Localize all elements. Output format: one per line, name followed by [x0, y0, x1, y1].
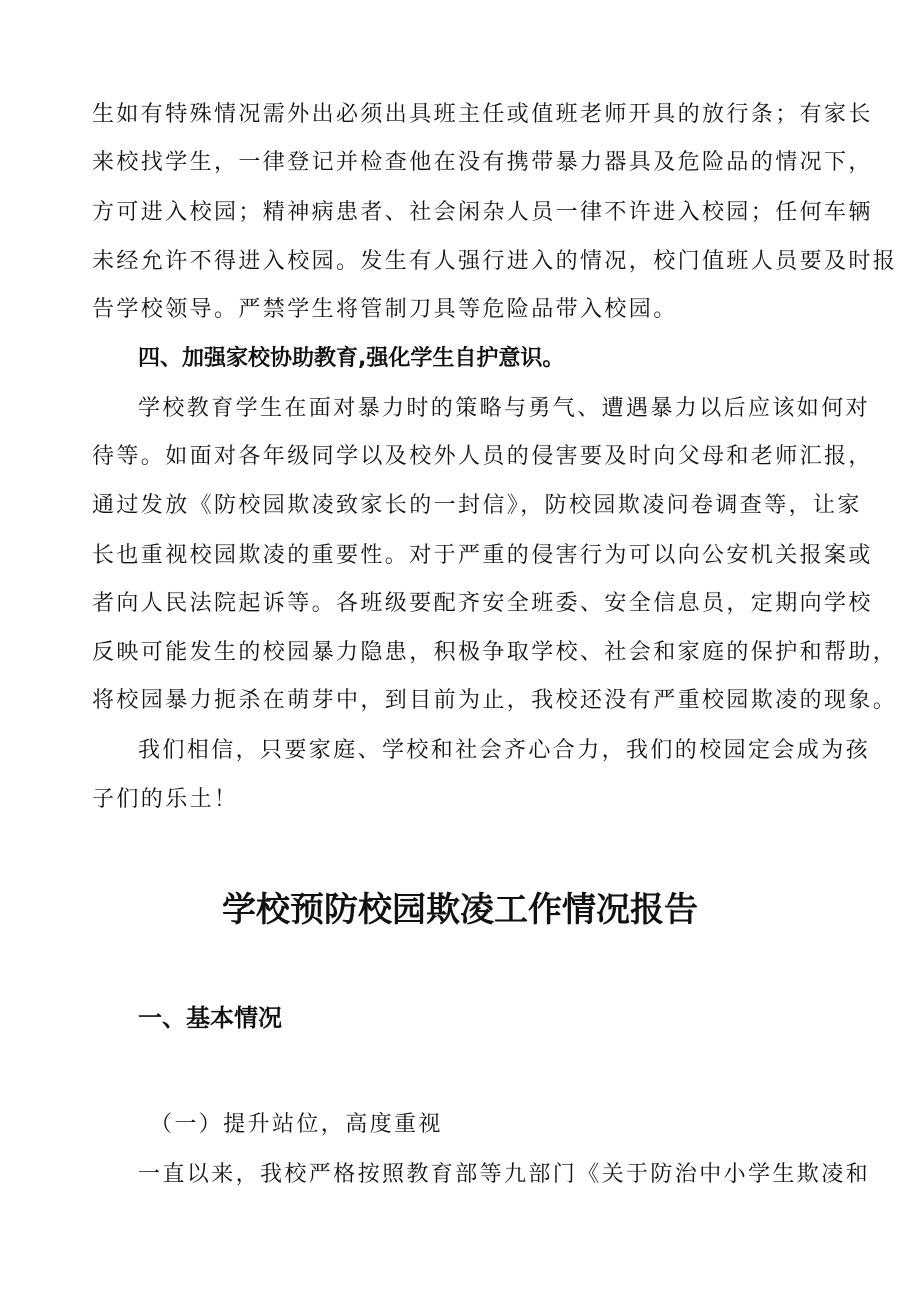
body-text-line: 学校教育学生在面对暴力时的策略与勇气、遭遇暴力以后应该如何对: [138, 396, 871, 421]
body-text-line: 将校园暴力扼杀在萌芽中，到目前为止，我校还没有严重校园欺凌的现象。: [92, 688, 898, 713]
body-text-line: 长也重视校园欺凌的重要性。对于严重的侵害行为可以向公安机关报案或: [92, 543, 873, 568]
body-text-line: 告学校领导。严禁学生将管制刀具等危险品带入校园。: [92, 297, 678, 322]
body-text-line: 者向人民法院起诉等。各班级要配齐安全班委、安全信息员，定期向学校: [92, 591, 873, 616]
body-text-line: 子们的乐土！: [92, 787, 239, 812]
section-heading-one: 一、基本情况: [138, 1004, 282, 1032]
body-text-line: 来校找学生，一律登记并检查他在没有携带暴力器具及危险品的情况下，: [92, 150, 873, 175]
body-text-line: 我们相信，只要家庭、学校和社会齐心合力，我们的校园定会成为孩: [138, 738, 871, 763]
subsection-heading: （一）提升站位，高度重视: [150, 1112, 443, 1137]
body-text-line: 未经允许不得进入校园。发生有人强行进入的情况，校门值班人员要及时报: [92, 249, 898, 274]
body-text-line: 方可进入校园；精神病患者、社会闲杂人员一律不许进入校园；任何车辆: [92, 200, 873, 225]
body-text-line: 反映可能发生的校园暴力隐患，积极争取学校、社会和家庭的保护和帮助，: [92, 640, 898, 665]
section-heading-four: 四、加强家校协助教育,强化学生自护意识。: [138, 346, 565, 371]
body-text-line: 生如有特殊情况需外出必须出具班主任或值班老师开具的放行条；有家长: [92, 102, 873, 127]
body-text-line: 通过发放《防校园欺凌致家长的一封信》，防校园欺凌问卷调查等，让家: [92, 493, 862, 518]
body-text-line: 一直以来，我校严格按照教育部等九部门《关于防治中小学生欺凌和: [138, 1162, 871, 1187]
report-title: 学校预防校园欺凌工作情况报告: [222, 890, 698, 930]
body-text-line: 待等。如面对各年级同学以及校外人员的侵害要及时向父母和老师汇报，: [92, 444, 873, 469]
